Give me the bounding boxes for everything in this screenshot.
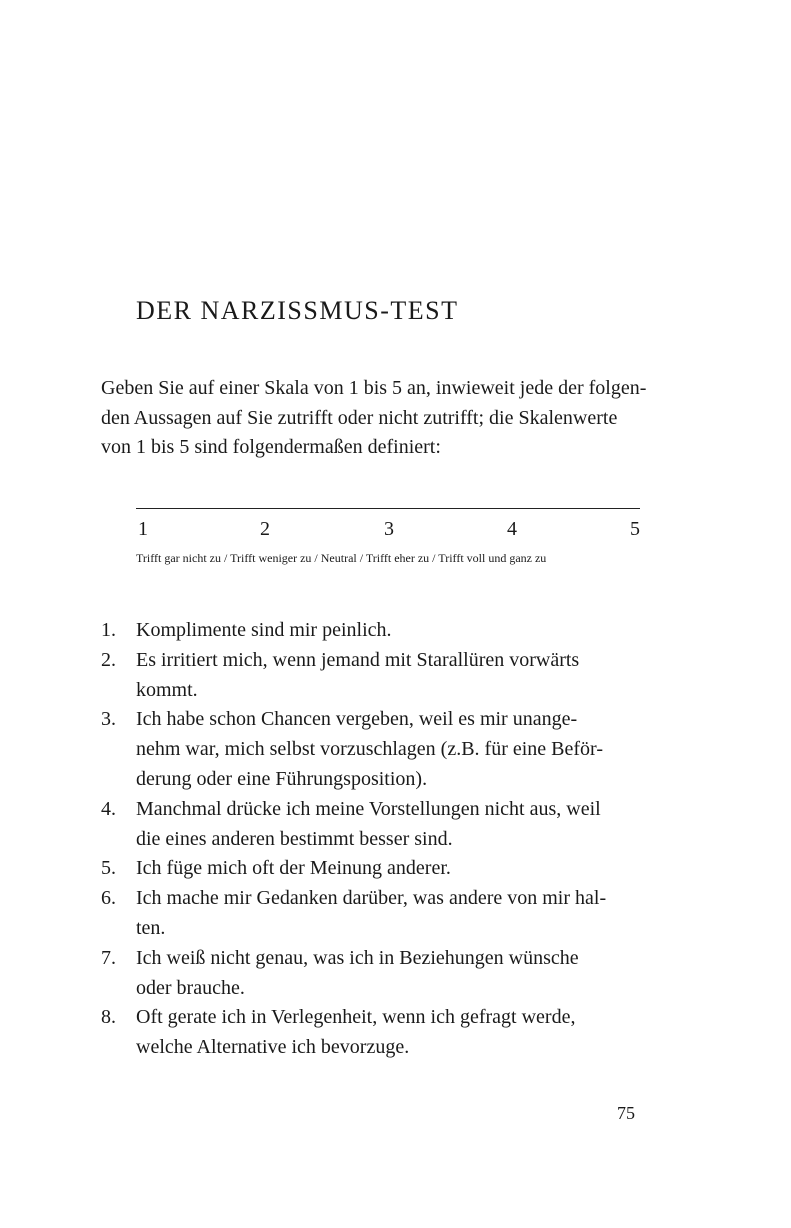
scale-legend: Trifft gar nicht zu / Trifft weniger zu / Neutral / Trifft eher zu / Trifft voll und ganz zu [136,551,547,565]
intro-line: Geben Sie auf einer Skala von 1 bis 5 an, inwieweit jede der folgen- [101,377,647,399]
item-line: Oft gerate ich in Verlegenheit, wenn ich gefragt werde, [136,1006,576,1029]
scale-numbers [136,518,640,546]
item-line: Ich habe schon Chancen vergeben, weil es mir unange- [136,708,578,731]
item-number: 4. [101,797,116,820]
item-line: die eines anderen bestimmt besser sind. [136,827,453,850]
intro-paragraph [101,374,671,463]
item-line: ten. [136,916,166,939]
list-item [101,795,681,855]
item-line: welche Alternative ich bevorzuge. [136,1036,410,1059]
item-number: 8. [101,1006,116,1029]
item-line: oder brauche. [136,976,245,999]
statement-list [101,616,681,1063]
item-number: 3. [101,708,116,731]
scale-rule [136,508,640,509]
list-item [101,705,681,794]
item-line: kommt. [136,678,198,701]
scale-number: 5 [630,518,640,540]
rating-scale [136,484,640,566]
scale-number: 3 [384,518,394,540]
item-line: Ich füge mich oft der Meinung anderer. [136,857,451,880]
item-number: 7. [101,946,116,969]
scale-number: 2 [260,518,270,540]
intro-line: von 1 bis 5 sind folgendermaßen definiert: [101,436,441,458]
list-item [101,646,681,706]
item-number: 2. [101,648,116,671]
item-line: Es irritiert mich, wenn jemand mit Starallüren vorwärts [136,648,580,671]
item-line: nehm war, mich selbst vorzuschlagen (z.B. für eine Beför- [136,738,603,761]
intro-line: den Aussagen auf Sie zutrifft oder nicht zutrifft; die Skalenwerte [101,406,618,429]
item-line: derung oder eine Führungsposition). [136,767,428,790]
item-number: 1. [101,619,116,641]
list-item [101,944,681,1004]
item-line: Komplimente sind mir peinlich. [136,619,392,641]
page-number: 75 [617,1103,635,1123]
list-item [101,1003,681,1063]
item-line: Ich mache mir Gedanken darüber, was andere von mir hal- [136,887,607,910]
item-line: Ich weiß nicht genau, was ich in Beziehungen wünsche [136,946,579,969]
item-number: 5. [101,857,116,880]
list-item [101,616,681,646]
list-item [101,884,681,944]
item-number: 6. [101,887,116,910]
list-item [101,854,681,884]
scale-number: 1 [138,518,148,540]
item-line: Manchmal drücke ich meine Vorstellungen nicht aus, weil [136,797,601,820]
scale-number: 4 [507,518,517,540]
page-title: DER NARZISSMUS-TEST [136,296,459,325]
